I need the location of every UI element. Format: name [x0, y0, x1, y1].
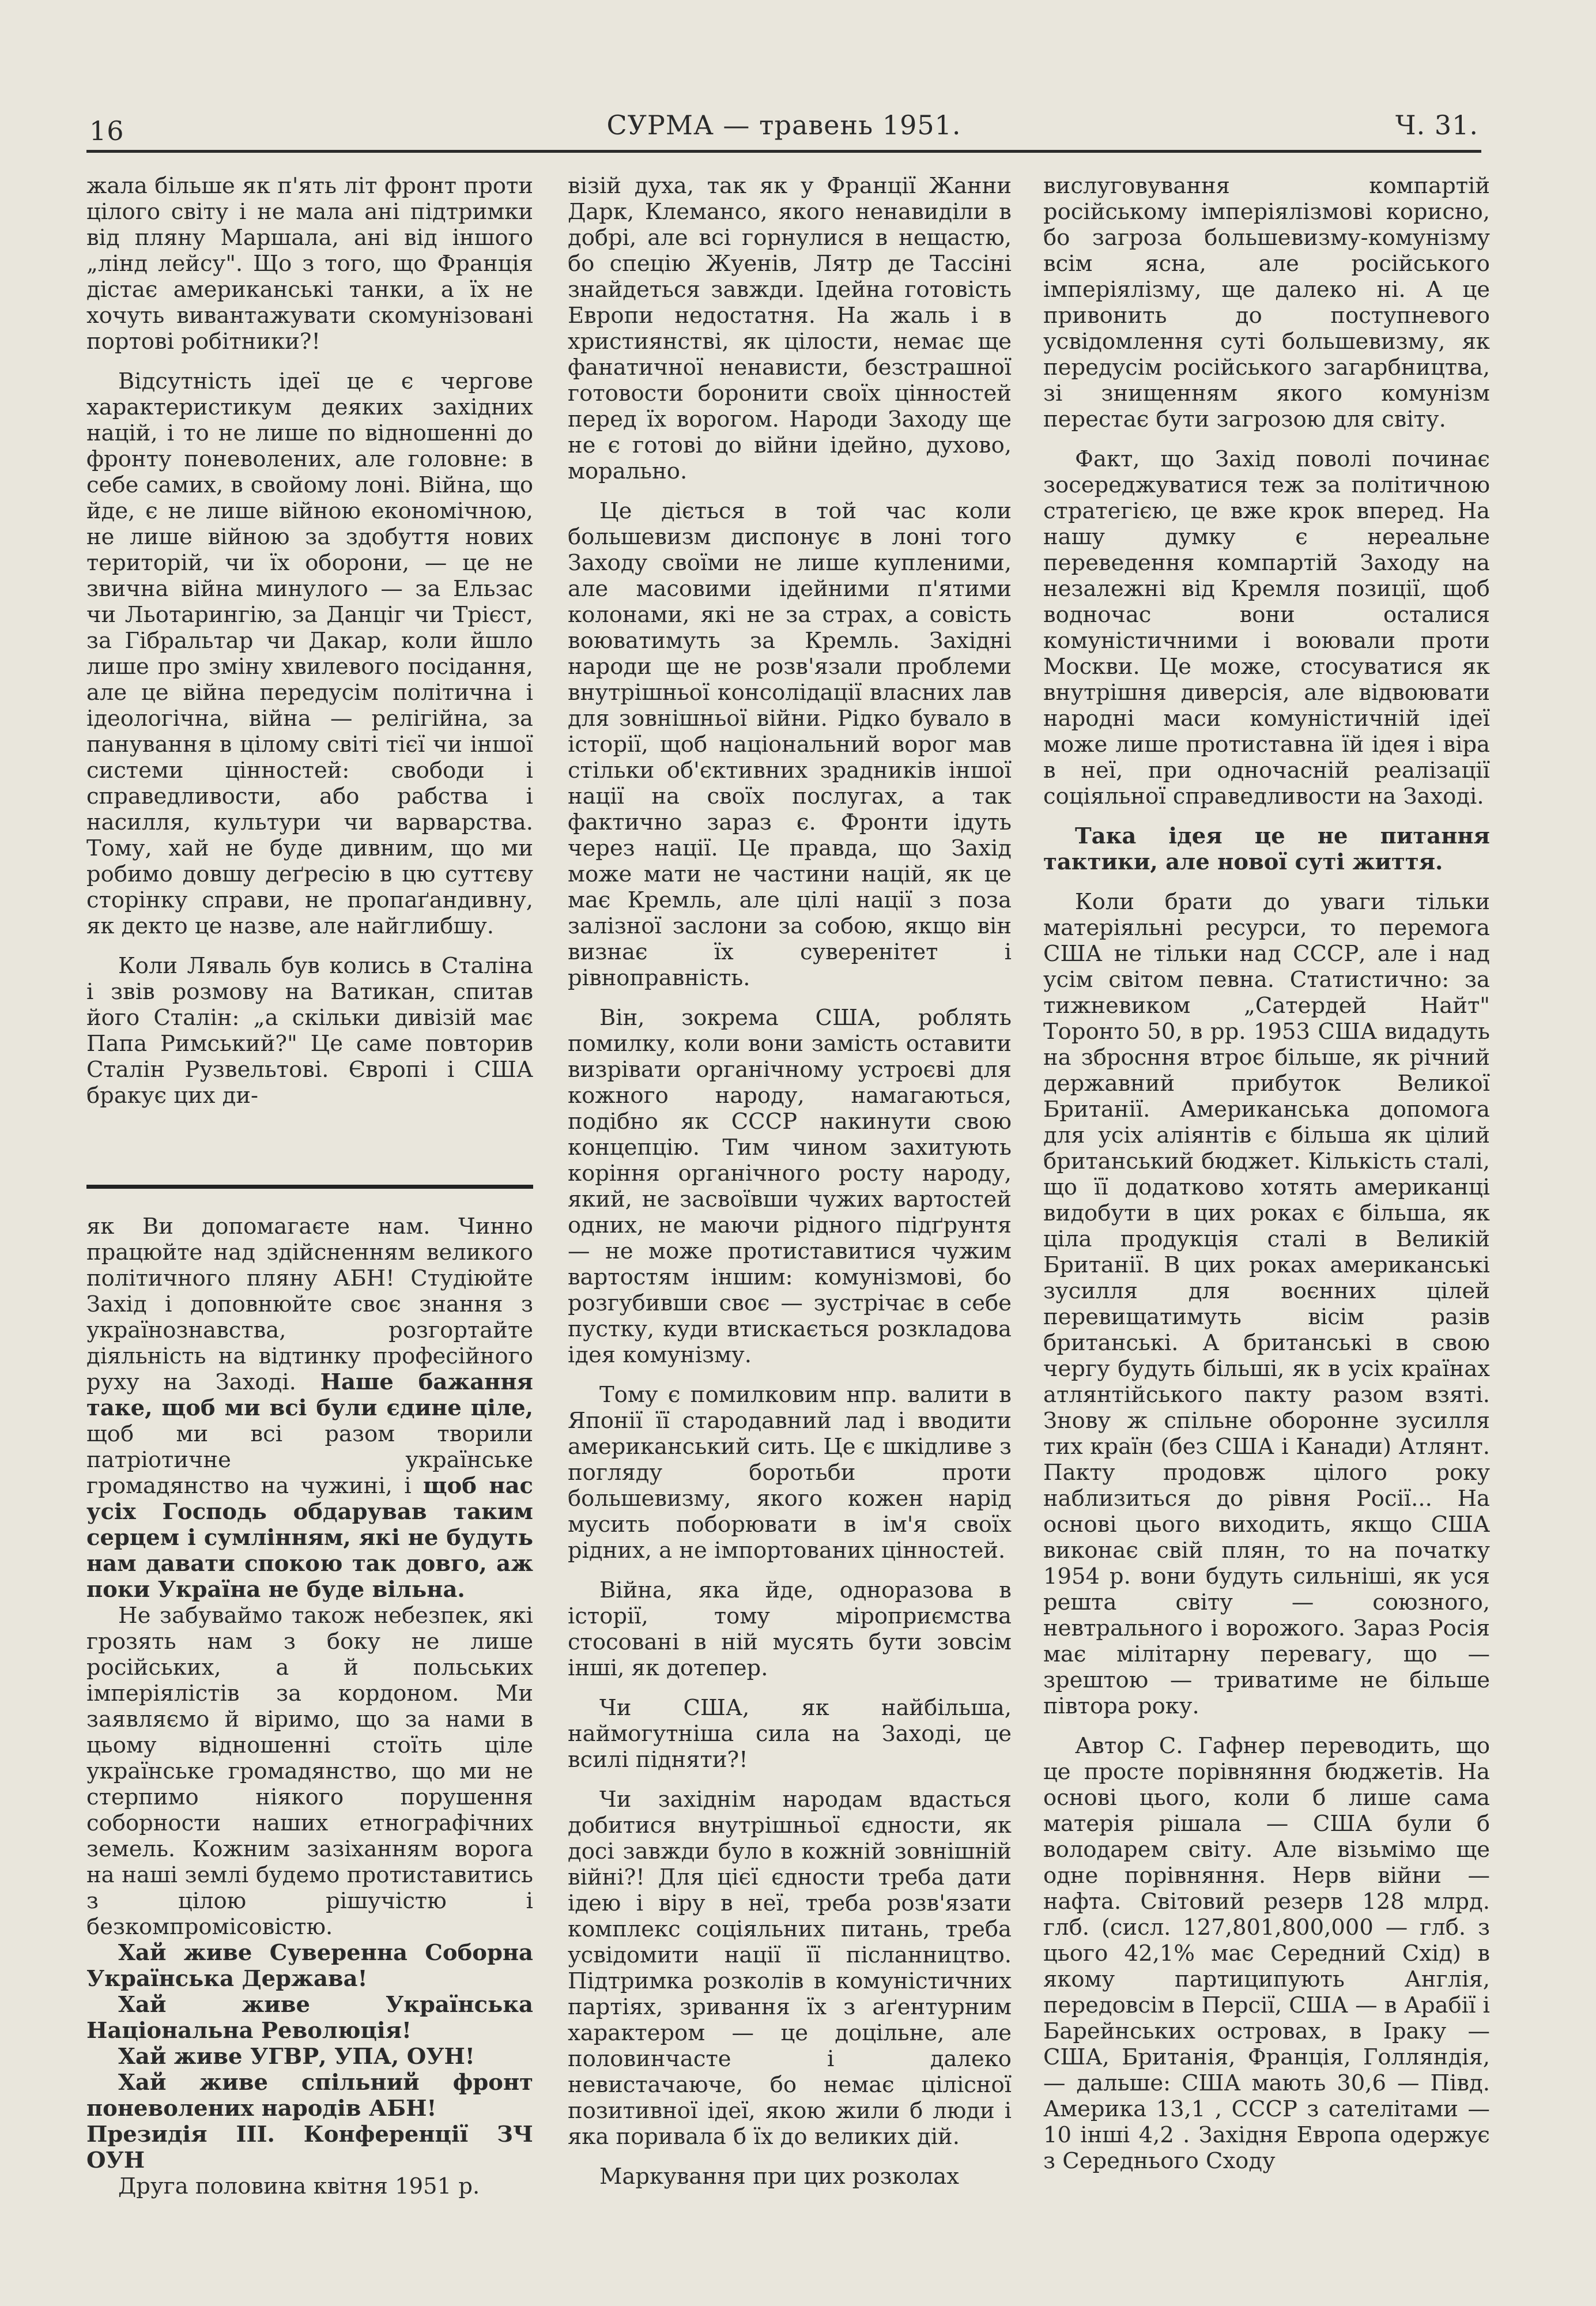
slogan: Хай живе Суверенна Соборна Українська Держава!: [86, 1940, 533, 1992]
column-3: [1043, 173, 1490, 2174]
paragraph: Маркування при цих розколах: [599, 2164, 959, 2190]
paragraph: Така ідея це не питання тактики, але нової суті життя.: [1043, 823, 1490, 875]
emphasis: щоб нас усіх Господь обдарував таким серцем і сумлінням, які не будуть нам давати спокою так довго, аж поки Україна не буде вільна.: [86, 1473, 533, 1603]
paragraph: Це діється в той час коли большевизм диспонує в лоні того Заходу своїми не лише купленими, але масовими ідейними п'ятими колонами, які не за страх, а совість воюватимуть за Кремль. Західні народи ще не розв'язали проблеми внутрішньої консолідації власних лав для зовнішньої війни. Рідко бувало в історії, щоб національний ворог мав стільки об'єктивних зрадників іншої нації на своїх послугах, а так фактично зараз є. Фронти ідуть через нації. Це правда, що Захід може мати не частини націй, як це має Кремль, але цілі нації з поза залізної заслони за собою, якщо він визнає їх суверенітет і рівноправність.: [568, 498, 1012, 991]
signature: Президія ІІІ. Конференції ЗЧ ОУН: [86, 2122, 533, 2173]
paragraph: Не забуваймо також небезпек, які грозять нам з боку не лише російських, а й польських імперіялістів за кордоном. Ми заявляємо й віримо, що за нами в цьому відношенні стоїть ціле українське громадянство, що ми не стерпимо ніякого порушення соборности наших етнографічних земель. Кожним зазіханням ворога на наші землі будемо протиставитись з цілою рішучістю і безкомпромісовістю.: [86, 1603, 533, 1940]
date-line: Друга половина квітня 1951 р.: [118, 2173, 480, 2199]
text-run: щоб ми всі разом творили патріотичне українське громадянство на чужині, і: [86, 1421, 533, 1499]
paragraph: жала більше як п'ять літ фронт проти цілого світу і не мала ані підтримки від пляну Маршала, ані від іншого „лінд лейсу". Що з того, що Франція дістає американські танки, а їх не хочуть вивантажувати скомунізовані портові робітники?!: [86, 173, 533, 355]
slogan: Хай живе Українська Національна Революція!: [86, 1992, 533, 2044]
paragraph: Тому є помилковим нпр. валити в Японії її стародавний лад і вводити американський сить. Це є шкідливе з погляду боротьби проти большевизму, якого кожен нарід мусить поборювати в ім'я своїх рідних, а не імпортованих цінностей.: [568, 1382, 1012, 1563]
section-divider: [86, 1185, 533, 1189]
paragraph: Відсутність ідеї це є чергове характеристикум деяких західних націй, і то не лише по відношенні до фронту поневолених, але головне: в себе самих, в свойому лоні. Війна, що йде, є не лише війною економічною, не лише війною за здобуття нових територій, чи їх оборони, — це не звична війна минулого — за Ельзас чи Льотарингію, за Данціг чи Трієст, за Гібральтар чи Дакар, коли йшло лише про зміну хвилевого посідання, але це війна передусім політична і ідеологічна, війна — релігійна, за панування в цілому світі тієї чи іншої системи цінностей: свободи і справедливости, або рабства і насилля, культури чи варварства. Тому, хай не буде дивним, що ми робимо довшу деґресію в цю суттєву сторінку справи, не пропаґандивну, як декто це назве, але найглибшу.: [86, 368, 533, 939]
slogan: Хай живе УГВР, УПА, ОУН!: [118, 2044, 475, 2070]
emphasis: Наше бажання таке, щоб ми всі були єдине ціле,: [86, 1369, 533, 1421]
paragraph: Війна, яка йде, одноразова в історії, тому міроприємства стосовані в ній мусять бути зовсім інші, як дотепер.: [568, 1577, 1012, 1681]
paragraph: Факт, що Захід поволі починає зосереджуватися теж за політичною стратегією, це вже крок вперед. На нашу думку є нереальне переведення компартій Заходу на незалежні від Кремля позиції, щоб водночас вони осталися комуністичними і воювали проти Москви. Це може, стосуватися як внутрішня диверсія, але відвоювати народні маси комуністичній ідеї може лише протиставна їй ідея і віра в неї, при одночасній реалізації соціяльної справедливости на Заході.: [1043, 446, 1490, 809]
paragraph: Чи США, як найбільша, наймогутніша сила на Заході, це всилі підняти?!: [568, 1695, 1012, 1773]
page-number: 16: [89, 115, 124, 146]
slogan: Хай живе спільний фронт поневолених народів АБН!: [86, 2070, 533, 2122]
paragraph: Автор С. Гафнер переводить, що це просте порівняння бюджетів. На основі цього, коли б лише сама матерія рішала — США були б володарем світу. Але візьмімо ще одне порівняння. Нерв війни — нафта. Світовий резерв 128 млрд. глб. (сисл. 127,801,800,000 — глб. з цього 42,1% має Середний Схід) в якому партиципують Англія, передовсім в Персії, США — в Арабії і Барейнських островах, в Іраку — США, Британія, Франція, Голляндія, — дальше: США мають 30,6 — Півд. Америка 13,1 , СССР з сателітами — 10 інші 4,2 . Західня Европа одержує з Середнього Сходу: [1043, 1733, 1490, 2174]
column-1: [86, 173, 533, 1109]
paragraph: Він, зокрема США, роблять помилку, коли вони замість оставити визрівати органічному устроєві для кожного народу, намагаються, подібно як СССР накинути свою концепцію. Тим чином захитують коріння органічного росту народу, який, не засвоївши чужих вартостей одних, не маючи рідного підґрунтя — не може протиставитися чужим вартостям іншим: комунізмові, бо розгубивши своє — зустрічає в себе пустку, куди втискається розкладова ідея комунізму.: [568, 1005, 1012, 1368]
text-run: як Ви допомагаєте нам. Чинно працюйте над здійсненням великого політичного пляну АБН! Студіюйте Захід і доповнюйте своє знання з українознавства, розгортайте діяльність на відтинку професійного руху на Заході.: [86, 1214, 533, 1395]
paragraph: Коли Ляваль був колись в Сталіна і звів розмову на Ватикан, спитав його Сталін: „а скільки дивізій має Папа Римський?" Це саме повторив Сталін Рузвельтові. Європі і США бракує цих ди-: [86, 953, 533, 1109]
paragraph: Чи західнім народам вдасться добитися внутрішньої єдности, як досі завжди було в кожній зовнішній війні?! Для цієї єдности треба дати ідею і віру в неї, треба розв'язати комплекс соціяльних питань, треба усвідомити нації її післанництво. Підтримка розколів в комуністичних партіях, зривання їх з аґентурним характером — це доцільне, але половинчасте і далеко невистачаюче, бо немає цілісної позитивної ідеї, якою жили б люди і яка поривала б їх до великих дій.: [568, 1787, 1012, 2150]
column-2: [568, 173, 1012, 2190]
paragraph: Коли брати до уваги тільки матеріяльні ресурси, то перемога США не тільки над СССР, але і над усім світом певна. Статистично: за тижневиком „Сатердей Найт" Торонто 50, в рр. 1953 США видадуть на збросння втроє більше, як річний державний прибуток Великої Британії. Американська допомога для усіх аліянтів є більша як цілий британський бюджет. Кількість сталі, що її додатково хотять американці видобути в цих роках є більша, як ціла продукція сталі в Великій Британії. В цих роках американські зусилля для воєнних цілей перевищатимуть вісім разів британські. А британські в свою чергу будуть більші, як в усіх країнах атлянтійського пакту разом взяті. Знову ж спільне оборонне зусилля тих країн (без США і Канади) Атлянт. Пакту продовж цілого року наблизиться до рівня Росії... На основі цього виходить, якщо США виконає свій плян, то на початку 1954 р. вони будуть сильніші, як уся решта світу — союзного, невтрального і ворожого. Зараз Росія має мілітарну перевагу, що — зрештою — триватиме не більше півтора року.: [1043, 889, 1490, 1719]
page-header: [86, 98, 1481, 153]
paragraph: вислуговування компартій російському імперіялізмові корисно, бо загроза большевизму-комунізму всім ясна, але російського імперіялізму, ще далеко ні. А це привонить до поступневого усвідомлення суті большевизму, як передусім російського загарбництва, зі знищенням якого комунізм перестає бути загрозою для світу.: [1043, 173, 1490, 432]
issue-number: Ч. 31.: [1395, 110, 1478, 141]
paragraph: візій духа, так як у Франції Жанни Дарк, Клемансо, якого ненавиділи в добрі, але всі горнулися в нещастю, бо спецію Жуенів, Лятр де Тассіні знайдеться завжди. Ідейна готовість Европи недостатня. На жаль і в християнстві, як цілости, немає ще фанатичної ненависти, безстрашної готовости боронити своїх цінностей перед їх ворогом. Народи Заходу ще не є готові до війни ідейно, духово, морально.: [568, 173, 1012, 484]
column-1-lower: [86, 1214, 533, 2199]
paragraph: [86, 1214, 533, 1603]
masthead-title: СУРМА — травень 1951.: [606, 110, 961, 141]
